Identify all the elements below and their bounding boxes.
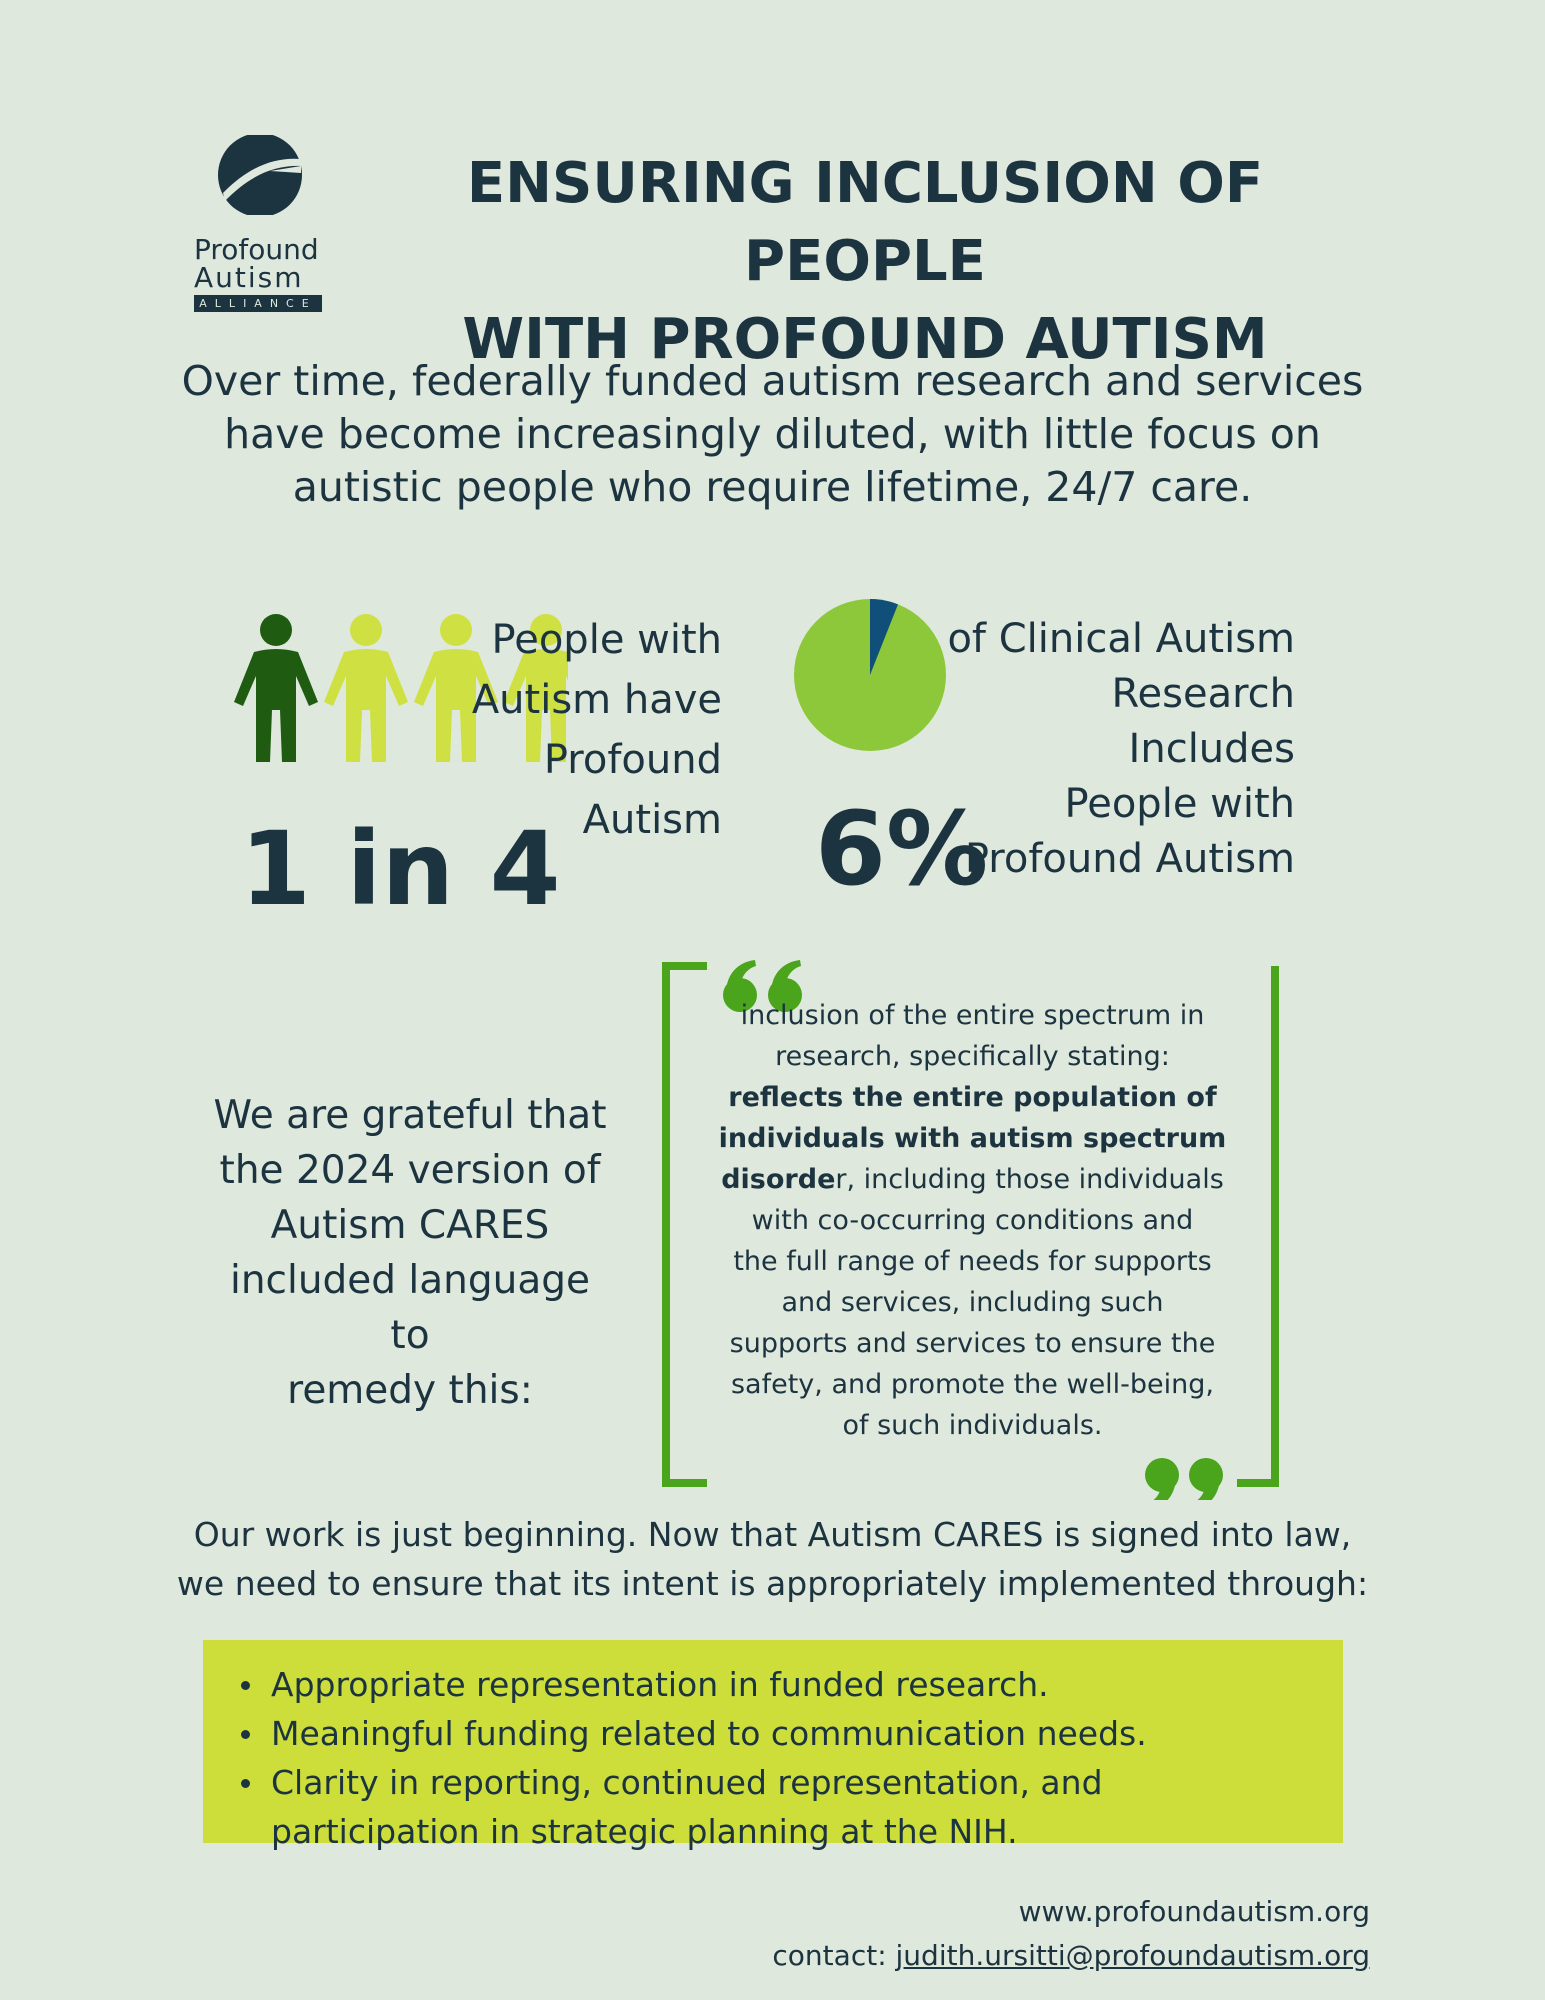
quote-line: the full range of needs for supports (733, 1246, 1212, 1277)
list-item: Meaningful funding related to communication needs. (271, 1709, 1343, 1758)
quote-line-bold (715, 1118, 1230, 1159)
quote-line: supports and services to ensure the (729, 1328, 1216, 1359)
action-items-box (203, 1640, 1343, 1851)
title-line-1: ENSURING INCLUSION OF PEOPLE (466, 151, 1264, 294)
right-bracket (1237, 966, 1275, 1483)
quote-rest: r, including those individuals (835, 1164, 1224, 1195)
close-quote-icon (1145, 1458, 1223, 1500)
quote-line: and services, including such (781, 1287, 1164, 1318)
logo-mark-icon (215, 135, 305, 215)
grateful-line: the 2024 version of (219, 1148, 601, 1193)
grateful-text (210, 1088, 610, 1418)
quote-line: inclusion of the entire spectrum in (740, 1000, 1205, 1031)
quote-bold: disorde (721, 1164, 836, 1195)
closing-paragraph (150, 1510, 1395, 1608)
quote-bold: individuals with autism spectrum (718, 1123, 1227, 1154)
stat-research-label-line: of Clinical Autism (947, 616, 1295, 662)
stat-research-label-line: People with (1064, 781, 1295, 827)
stat-people-value: 1 in 4 (240, 810, 561, 929)
closing-line-1: Our work is just beginning. Now that Autism CARES is signed into law, (193, 1515, 1352, 1554)
action-items-list (203, 1640, 1343, 1856)
logo-text-profound: Profound (194, 233, 319, 266)
stat-research-label (935, 612, 1295, 887)
person-icon (234, 614, 318, 762)
logo-text-autism: Autism (194, 261, 304, 294)
footer (700, 1890, 1370, 1978)
quote-line: research, specifically stating: (775, 1041, 1170, 1072)
left-bracket (666, 966, 707, 1483)
intro-paragraph (140, 355, 1405, 514)
logo (190, 135, 330, 315)
research-pie (790, 595, 950, 759)
grateful-line: We are grateful that (213, 1093, 607, 1138)
website-link[interactable]: www.profoundautism.org (1018, 1895, 1370, 1928)
stat-research-label-line: Research Includes (1111, 671, 1295, 772)
email-link[interactable]: judith.ursitti@profoundautism.org (895, 1939, 1370, 1972)
pie-chart-icon (790, 595, 950, 755)
contact-label: contact: (772, 1939, 896, 1972)
intro-line-1: Over time, federally funded autism research and services (181, 357, 1364, 405)
person-icon (324, 614, 408, 762)
page-title (350, 145, 1380, 379)
list-item: Clarity in reporting, continued representation, and participation in strategic planning at the NIH. (271, 1758, 1343, 1856)
quote-text (715, 995, 1230, 1446)
quote-line-bold (715, 1077, 1230, 1118)
quote-bold: reflects the entire population of (728, 1082, 1217, 1113)
stat-people-label-line: Autism (582, 797, 722, 843)
quote-line: with co-occurring conditions and (751, 1205, 1194, 1236)
quote-line-mixed (715, 1159, 1230, 1200)
intro-line-2: have become increasingly diluted, with little focus on (224, 410, 1321, 458)
contact-line (700, 1934, 1370, 1978)
list-item: Appropriate representation in funded research. (271, 1660, 1343, 1709)
logo-text-alliance: ALLIANCE (194, 295, 322, 312)
grateful-line: remedy this: (287, 1368, 533, 1413)
title-line-2: WITH PROFOUND AUTISM (462, 307, 1268, 372)
grateful-line: Autism CARES (270, 1203, 550, 1248)
intro-line-3: autistic people who require lifetime, 24/7 care. (292, 463, 1253, 511)
closing-line-2: we need to ensure that its intent is appropriately implemented through: (176, 1564, 1369, 1603)
stat-people-label-line: Autism have (471, 677, 722, 723)
quote-line: safety, and promote the well-being, (730, 1369, 1215, 1400)
quote-line: of such individuals. (842, 1410, 1103, 1441)
stat-people-label-line: People with (491, 617, 722, 663)
grateful-line: included language to (229, 1258, 591, 1358)
stat-research-label-line: Profound Autism (964, 836, 1295, 882)
stat-people-label-line: Profound (543, 737, 722, 783)
stat-research-value: 6% (815, 790, 989, 909)
